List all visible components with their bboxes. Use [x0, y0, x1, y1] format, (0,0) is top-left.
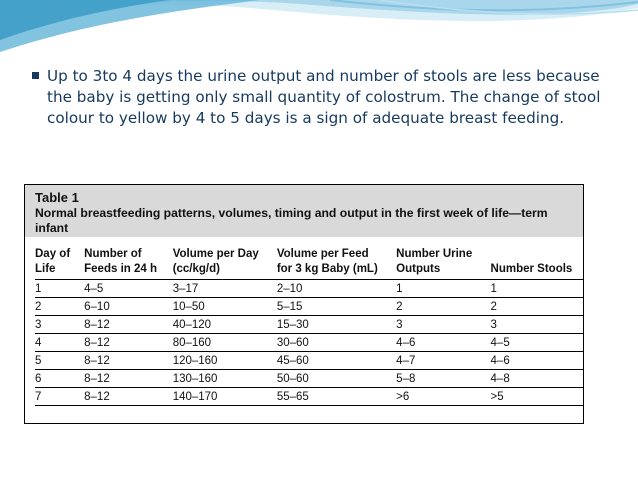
- bullet-text: Up to 3to 4 days the urine output and number of stools are less because the baby is getting only small quantity of colostrum. The change of stool colour to yellow by 4 to 5 days is a sign of adequate breast feeding.: [47, 67, 601, 127]
- cell-feeds: 4–5: [84, 280, 173, 298]
- cell-feeds: 8–12: [84, 370, 173, 388]
- header-wave-decoration: [0, 0, 638, 70]
- col-header-feeds: Number of Feeds in 24 h: [84, 247, 173, 280]
- cell-urine: 2: [396, 298, 490, 316]
- cell-volume-day: 140–170: [173, 388, 277, 406]
- cell-day: 5: [35, 352, 84, 370]
- cell-day: 7: [35, 388, 84, 406]
- col-header-urine: Number Urine Outputs: [396, 247, 490, 280]
- cell-feeds: 6–10: [84, 298, 173, 316]
- cell-volume-feed: 5–15: [277, 298, 396, 316]
- table-row: [35, 388, 583, 406]
- cell-urine: 4–6: [396, 334, 490, 352]
- table-row: [35, 370, 583, 388]
- cell-feeds: 8–12: [84, 316, 173, 334]
- cell-volume-day: 120–160: [173, 352, 277, 370]
- cell-volume-day: 3–17: [173, 280, 277, 298]
- cell-stools: 4–6: [491, 352, 583, 370]
- cell-volume-day: 80–160: [173, 334, 277, 352]
- cell-day: 2: [35, 298, 84, 316]
- cell-day: 3: [35, 316, 84, 334]
- header-row: [35, 247, 583, 280]
- cell-volume-feed: 2–10: [277, 280, 396, 298]
- table-title: Normal breastfeeding patterns, volumes, timing and output in the first week of life—term infant: [35, 206, 548, 235]
- table-caption: [25, 185, 583, 237]
- col-header-day: Day of Life: [35, 247, 84, 280]
- cell-volume-feed: 50–60: [277, 370, 396, 388]
- data-table: [35, 247, 583, 406]
- cell-stools: 4–8: [491, 370, 583, 388]
- cell-urine: 5–8: [396, 370, 490, 388]
- cell-stools: >5: [491, 388, 583, 406]
- cell-urine: 4–7: [396, 352, 490, 370]
- cell-stools: 2: [491, 298, 583, 316]
- cell-volume-day: 10–50: [173, 298, 277, 316]
- bullet-paragraph: [32, 66, 622, 129]
- cell-feeds: 8–12: [84, 334, 173, 352]
- cell-urine: 3: [396, 316, 490, 334]
- table-row: [35, 298, 583, 316]
- cell-volume-feed: 30–60: [277, 334, 396, 352]
- breastfeeding-table: [24, 184, 584, 424]
- cell-urine: 1: [396, 280, 490, 298]
- table-row: [35, 280, 583, 298]
- col-header-volume-day: Volume per Day (cc/kg/d): [173, 247, 277, 280]
- col-header-volume-feed: Volume per Feed for 3 kg Baby (mL): [277, 247, 396, 280]
- table-row: [35, 352, 583, 370]
- cell-day: 1: [35, 280, 84, 298]
- cell-feeds: 8–12: [84, 388, 173, 406]
- table-row: [35, 334, 583, 352]
- cell-stools: 4–5: [491, 334, 583, 352]
- square-bullet-icon: [32, 72, 39, 79]
- cell-volume-feed: 55–65: [277, 388, 396, 406]
- cell-stools: 3: [491, 316, 583, 334]
- table-row: [35, 316, 583, 334]
- col-header-stools: Number Stools: [491, 247, 583, 280]
- cell-volume-day: 130–160: [173, 370, 277, 388]
- cell-feeds: 8–12: [84, 352, 173, 370]
- cell-urine: >6: [396, 388, 490, 406]
- cell-stools: 1: [491, 280, 583, 298]
- cell-day: 4: [35, 334, 84, 352]
- cell-volume-feed: 15–30: [277, 316, 396, 334]
- cell-day: 6: [35, 370, 84, 388]
- cell-volume-feed: 45–60: [277, 352, 396, 370]
- cell-volume-day: 40–120: [173, 316, 277, 334]
- table-label: Table 1: [35, 190, 79, 205]
